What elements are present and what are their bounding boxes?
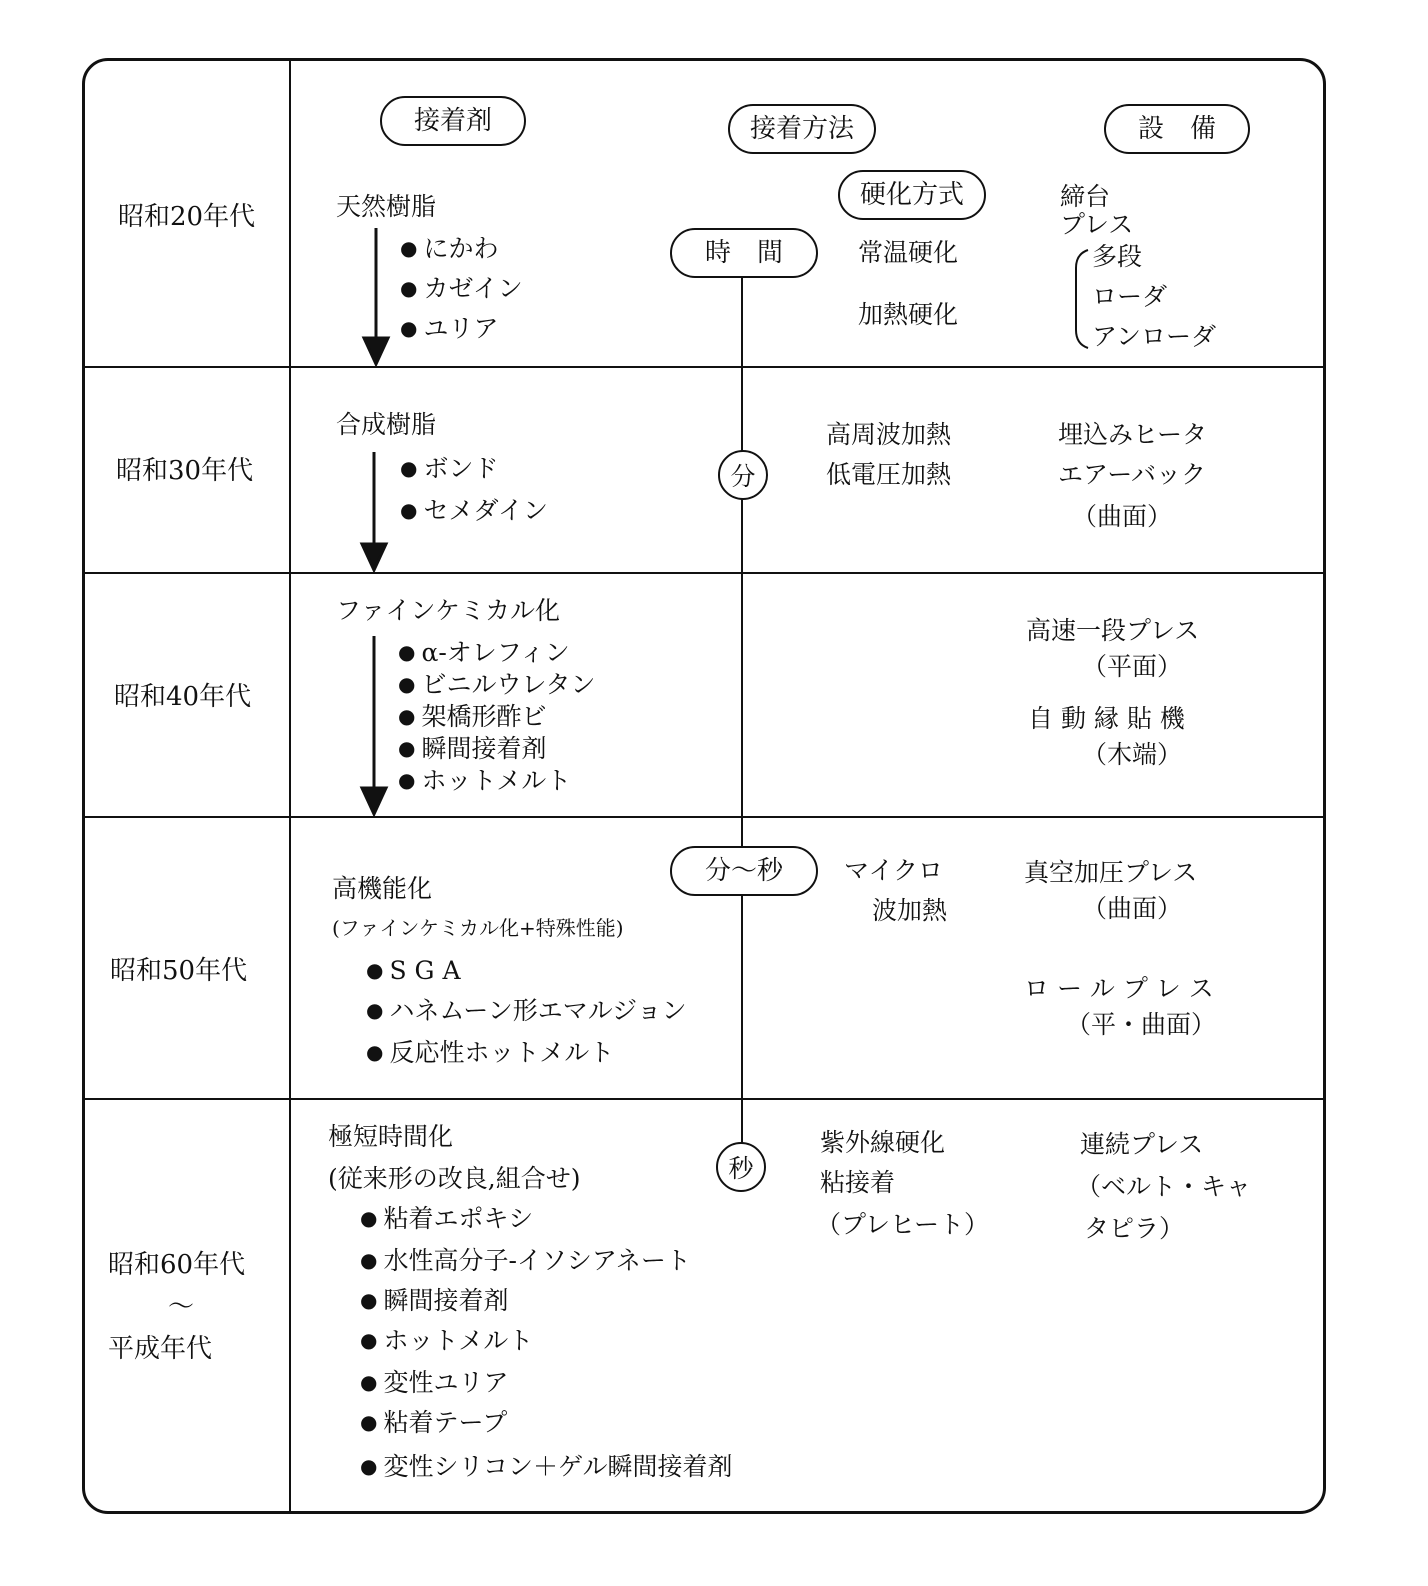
adhesive-item: ● ホットメルト (398, 766, 571, 796)
method-item: 波加熱 (872, 896, 948, 925)
era-label: 昭和40年代 (114, 682, 252, 712)
adhesive-item: ● 瞬間接着剤 (398, 734, 546, 764)
era-label: 昭和20年代 (118, 202, 256, 232)
equipment-item: 真空加圧プレス (1024, 858, 1198, 887)
equipment-item: ロ ー ル プ レ ス (1024, 974, 1214, 1003)
equipment-item: （ベルト・キャ (1076, 1172, 1252, 1201)
adhesive-subtitle: (従来形の改良,組合せ) (328, 1164, 581, 1193)
adhesive-subtitle: (ファインケミカル化+特殊性能) (332, 916, 624, 940)
equipment-item: 埋込みヒータ (1058, 420, 1208, 449)
arrowhead-row2 (362, 544, 386, 570)
adhesive-item: ● 粘着テープ (360, 1408, 507, 1438)
adhesive-item: ● 粘着エポキシ (360, 1204, 533, 1234)
adhesive-item: ● 変性シリコン＋ゲル瞬間接着剤 (360, 1452, 732, 1482)
method-item: 常温硬化 (858, 238, 959, 267)
method-item: （プレヒート） (816, 1210, 990, 1239)
equipment-item: （曲面） (1082, 894, 1183, 923)
adhesive-title: ファインケミカル化 (336, 596, 561, 625)
equipment-item: ローダ (1092, 282, 1168, 311)
adhesive-item: ● ホットメルト (360, 1326, 533, 1356)
adhesive-item: ● 変性ユリア (360, 1368, 508, 1398)
adhesive-item: ● 水性高分子-イソシアネート (360, 1246, 691, 1276)
header-method: 接着方法 (728, 104, 876, 154)
method-item: 加熱硬化 (858, 300, 959, 329)
adhesive-item: ● セメダイン (400, 496, 548, 526)
method-item: 低電圧加熱 (826, 460, 952, 489)
era-label: 昭和60年代 (108, 1250, 246, 1280)
adhesive-item: ● ハネムーン形エマルジョン (366, 996, 687, 1026)
adhesive-title: 極短時間化 (328, 1122, 454, 1151)
adhesive-title: 合成樹脂 (336, 410, 437, 439)
adhesive-item: ● S G A (366, 956, 461, 986)
era-label: 昭和30年代 (116, 456, 254, 486)
adhesive-item: ● 瞬間接着剤 (360, 1286, 508, 1316)
era-label: 平成年代 (108, 1334, 213, 1364)
adhesive-item: ● カゼイン (400, 274, 523, 304)
era-label: 昭和50年代 (110, 956, 248, 986)
equipment-brace (1076, 250, 1088, 348)
equipment-item: アンローダ (1092, 322, 1217, 351)
adhesive-item: ● α-オレフィン (398, 638, 570, 668)
header-adhesive: 接着剤 (380, 96, 526, 146)
method-item: 高周波加熱 (826, 420, 952, 449)
arrowhead-row3 (362, 788, 386, 814)
equipment-item: タピラ） (1084, 1214, 1185, 1243)
equipment-item: 締台 (1060, 182, 1111, 211)
adhesive-item: ● にかわ (400, 234, 498, 264)
equipment-item: 連続プレス (1080, 1130, 1204, 1159)
equipment-item: （曲面） (1072, 502, 1173, 531)
equipment-item: （木端） (1082, 740, 1183, 769)
timeline-second: 秒 (716, 1142, 766, 1192)
equipment-item: 多段 (1092, 242, 1143, 271)
equipment-item: プレス (1060, 210, 1134, 239)
adhesive-title: 高機能化 (332, 874, 433, 903)
arrowhead-row1 (364, 338, 388, 364)
equipment-item: （平・曲面） (1066, 1010, 1217, 1039)
method-item: 粘接着 (820, 1168, 896, 1197)
equipment-item: 自 動 縁 貼 機 (1028, 704, 1185, 733)
adhesive-item: ● ユリア (400, 314, 498, 344)
timeline-minute: 分 (718, 450, 768, 500)
adhesive-item: ● ビニルウレタン (398, 670, 595, 700)
era-label: 〜 (168, 1292, 195, 1322)
equipment-item: エアーバック (1058, 460, 1207, 489)
timeline-minute-second: 分〜秒 (670, 846, 818, 896)
adhesive-item: ● 反応性ホットメルト (366, 1038, 614, 1068)
method-item: マイクロ (844, 856, 944, 885)
timeline-time: 時 間 (670, 228, 818, 278)
equipment-item: 高速一段プレス (1026, 616, 1200, 645)
method-item: 紫外線硬化 (820, 1128, 946, 1157)
header-equipment: 設 備 (1104, 104, 1250, 154)
adhesive-title: 天然樹脂 (336, 192, 437, 221)
adhesive-item: ● 架橋形酢ビ (398, 702, 546, 732)
header-curing: 硬化方式 (838, 170, 986, 220)
adhesive-item: ● ボンド (400, 454, 498, 484)
equipment-item: （平面） (1082, 652, 1183, 681)
